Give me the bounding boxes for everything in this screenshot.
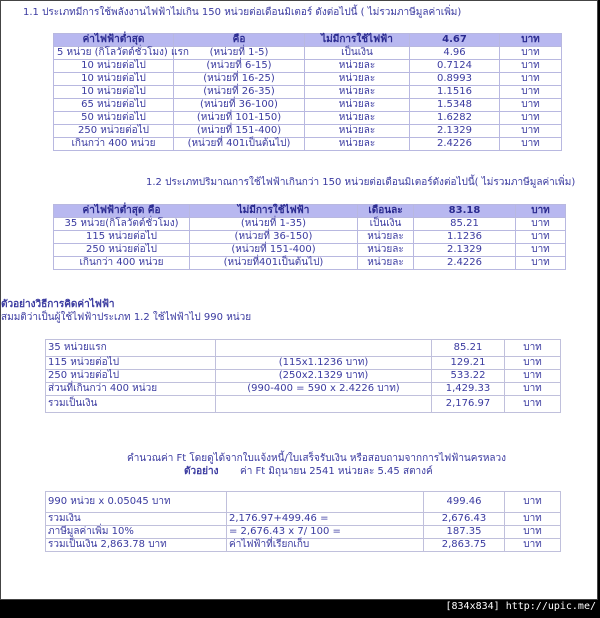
table-cell: ภาษีมูลค่าเพิ่ม 10%	[46, 526, 227, 539]
table-cell: ไม่มีการใช้ไฟฟ้า	[190, 205, 358, 218]
table-cell: (หน่วยที่ 151-400)	[174, 125, 305, 138]
table-cell: บาท	[505, 383, 561, 396]
table-cell: บาท	[516, 205, 566, 218]
table-cell: (หน่วยที่ 6-15)	[174, 60, 305, 73]
table-cell: (115x1.1236 บาท)	[216, 357, 432, 370]
table-row	[54, 73, 562, 86]
table-cell: หน่วยละ	[305, 73, 410, 86]
table-cell: บาท	[500, 112, 562, 125]
table-cell: 1,429.33	[432, 383, 505, 396]
table-cell	[216, 396, 432, 413]
ft-example-text: ค่า Ft มิถุนายน 2541 หน่วยละ 5.45 สตางค์	[240, 466, 433, 477]
tariff-table-1	[53, 33, 562, 151]
table-cell: ค่าไฟฟ้าต่ำสุด	[54, 34, 174, 47]
table-cell: หน่วยละ	[305, 112, 410, 125]
table-cell	[216, 340, 432, 357]
ft-note: คำนวณค่า Ft โดยดูได้จากใบแจ้งหนี้/ใบเสร็จรับเงิน หรือสอบถามจากการไฟฟ้านครหลวง	[127, 453, 507, 464]
table-header-row	[54, 205, 566, 218]
section-1-title: 1.1 ประเภทมีการใช้พลังงานไฟฟ้าไม่เกิน 150 หน่วยต่อเดือนมิเตอร์ ดังต่อไปนี้ ( ไม่รวมภาษีมูลค่าเพิ่ม)	[23, 7, 462, 18]
table-cell: 10 หน่วยต่อไป	[54, 73, 174, 86]
table-cell: 2,676.43	[424, 513, 505, 526]
table-cell: เกินกว่า 400 หน่วย	[54, 257, 190, 270]
table-cell: บาท	[500, 73, 562, 86]
table-cell: หน่วยละ	[358, 244, 414, 257]
table-cell: (หน่วยที่ 101-150)	[174, 112, 305, 125]
table-row	[46, 526, 561, 539]
table-cell: (หน่วยที่ 1-5)	[174, 47, 305, 60]
table-cell: บาท	[505, 340, 561, 357]
table-cell: 2,176.97	[432, 396, 505, 413]
table-row	[54, 231, 566, 244]
table-cell: ค่าไฟฟ้าต่ำสุด คือ	[54, 205, 190, 218]
table-cell: รวมเงิน	[46, 513, 227, 526]
example-calculation-table	[45, 339, 561, 413]
table-cell: 35 หน่วย(กิโลวัตต์ชั่วโมง)	[54, 218, 190, 231]
table-cell: 990 หน่วย x 0.05045 บาท	[46, 492, 227, 513]
table-row	[54, 244, 566, 257]
table-cell: 250 หน่วยต่อไป	[54, 244, 190, 257]
table-cell: บาท	[505, 357, 561, 370]
table-cell: บาท	[516, 257, 566, 270]
table-cell: 2.4226	[410, 138, 500, 151]
table-row	[54, 138, 562, 151]
table-cell: ไม่มีการใช้ไฟฟ้า	[305, 34, 410, 47]
table-cell: 0.8993	[410, 73, 500, 86]
table-cell: บาท	[500, 47, 562, 60]
table-cell: รวมเป็นเงิน	[46, 396, 216, 413]
table-cell: 65 หน่วยต่อไป	[54, 99, 174, 112]
table-cell: 2,176.97+499.46 =	[227, 513, 424, 526]
table-row	[54, 257, 566, 270]
table-row	[54, 99, 562, 112]
table-cell: 10 หน่วยต่อไป	[54, 60, 174, 73]
table-cell: (990-400 = 590 x 2.4226 บาท)	[216, 383, 432, 396]
table-cell: 250 หน่วยต่อไป	[46, 370, 216, 383]
upic-watermark: [834x834] http://upic.me/	[445, 601, 596, 612]
table-cell: (หน่วยที่ 36-100)	[174, 99, 305, 112]
table-cell: บาท	[505, 370, 561, 383]
table-cell: 50 หน่วยต่อไป	[54, 112, 174, 125]
table-cell: ค่าไฟฟ้าที่เรียกเก็บ	[227, 539, 424, 552]
table-row	[54, 47, 562, 60]
table-cell: 129.21	[432, 357, 505, 370]
table-header-row	[54, 34, 562, 47]
example-heading: ตัวอย่างวิธีการคิดค่าไฟฟ้า	[1, 299, 115, 310]
table-cell: 85.21	[432, 340, 505, 357]
table-row	[46, 383, 561, 396]
table-cell: รวมเป็นเงิน 2,863.78 บาท	[46, 539, 227, 552]
table-cell: 85.21	[414, 218, 516, 231]
table-cell: บาท	[505, 539, 561, 552]
table-cell: (หน่วยที่ 36-150)	[190, 231, 358, 244]
table-cell: 1.6282	[410, 112, 500, 125]
table-cell: (หน่วยที่ 401เป็นต้นไป)	[174, 138, 305, 151]
table-cell: หน่วยละ	[305, 125, 410, 138]
table-cell: หน่วยละ	[305, 99, 410, 112]
table-cell: (หน่วยที่401เป็นต้นไป)	[190, 257, 358, 270]
table-cell: บาท	[505, 513, 561, 526]
table-cell: 5 หน่วย (กิโลวัตต์ชั่วโมง) แรก	[54, 47, 174, 60]
table-cell: บาท	[516, 218, 566, 231]
table-cell: ส่วนที่เกินกว่า 400 หน่วย	[46, 383, 216, 396]
table-cell: 4.96	[410, 47, 500, 60]
table-cell: บาท	[505, 526, 561, 539]
table-cell: 115 หน่วยต่อไป	[54, 231, 190, 244]
table-cell: 2,863.75	[424, 539, 505, 552]
table-cell: (250x2.1329 บาท)	[216, 370, 432, 383]
table-cell: บาท	[500, 138, 562, 151]
table-cell: หน่วยละ	[358, 231, 414, 244]
table-cell: บาท	[516, 244, 566, 257]
table-cell: หน่วยละ	[305, 60, 410, 73]
table-row	[54, 86, 562, 99]
ft-calculation-table	[45, 491, 561, 552]
table-cell: 4.67	[410, 34, 500, 47]
table-cell: บาท	[505, 396, 561, 413]
table-row	[46, 370, 561, 383]
table-cell: 1.1516	[410, 86, 500, 99]
table-cell: 2.1329	[414, 244, 516, 257]
table-cell: 499.46	[424, 492, 505, 513]
table-cell: บาท	[500, 86, 562, 99]
table-row	[46, 539, 561, 552]
table-cell: เป็นเงิน	[305, 47, 410, 60]
table-cell: บาท	[500, 99, 562, 112]
table-cell: คือ	[174, 34, 305, 47]
table-cell: บาท	[500, 34, 562, 47]
table-cell: 1.5348	[410, 99, 500, 112]
table-cell	[227, 492, 424, 513]
tariff-table-2	[53, 204, 566, 270]
table-cell: (หน่วยที่ 26-35)	[174, 86, 305, 99]
table-cell: 35 หน่วยแรก	[46, 340, 216, 357]
table-cell: 83.18	[414, 205, 516, 218]
table-cell: (หน่วยที่ 151-400)	[190, 244, 358, 257]
ft-example-label: ตัวอย่าง	[184, 466, 219, 477]
table-cell: = 2,676.43 x 7/ 100 =	[227, 526, 424, 539]
table-cell: (หน่วยที่ 16-25)	[174, 73, 305, 86]
table-cell: 1.1236	[414, 231, 516, 244]
table-cell: บาท	[500, 125, 562, 138]
table-cell: 2.4226	[414, 257, 516, 270]
table-cell: 10 หน่วยต่อไป	[54, 86, 174, 99]
example-subheading: สมมติว่าเป็นผู้ใช้ไฟฟ้าประเภท 1.2 ใช้ไฟฟ้าไป 990 หน่วย	[1, 312, 252, 323]
table-cell: 0.7124	[410, 60, 500, 73]
table-cell: หน่วยละ	[358, 257, 414, 270]
table-cell: บาท	[505, 492, 561, 513]
table-row	[46, 513, 561, 526]
table-cell: (หน่วยที่ 1-35)	[190, 218, 358, 231]
table-row	[46, 340, 561, 357]
table-row	[46, 396, 561, 413]
table-cell: บาท	[516, 231, 566, 244]
table-cell: 2.1329	[410, 125, 500, 138]
table-cell: เป็นเงิน	[358, 218, 414, 231]
table-row	[54, 218, 566, 231]
table-cell: 250 หน่วยต่อไป	[54, 125, 174, 138]
table-row	[54, 60, 562, 73]
table-row	[54, 112, 562, 125]
table-row	[46, 357, 561, 370]
table-cell: หน่วยละ	[305, 138, 410, 151]
table-cell: 115 หน่วยต่อไป	[46, 357, 216, 370]
table-cell: เดือนละ	[358, 205, 414, 218]
table-row	[54, 125, 562, 138]
table-cell: หน่วยละ	[305, 86, 410, 99]
table-cell: เกินกว่า 400 หน่วย	[54, 138, 174, 151]
table-cell: 533.22	[432, 370, 505, 383]
section-2-title: 1.2 ประเภทปริมาณการใช้ไฟฟ้าเกินกว่า 150 หน่วยต่อเดือนมิเตอร์ดังต่อไปนี้( ไม่รวมภาษีมูลค่าเพิ่ม)	[146, 177, 576, 188]
table-row	[46, 492, 561, 513]
table-cell: บาท	[500, 60, 562, 73]
table-cell: 187.35	[424, 526, 505, 539]
